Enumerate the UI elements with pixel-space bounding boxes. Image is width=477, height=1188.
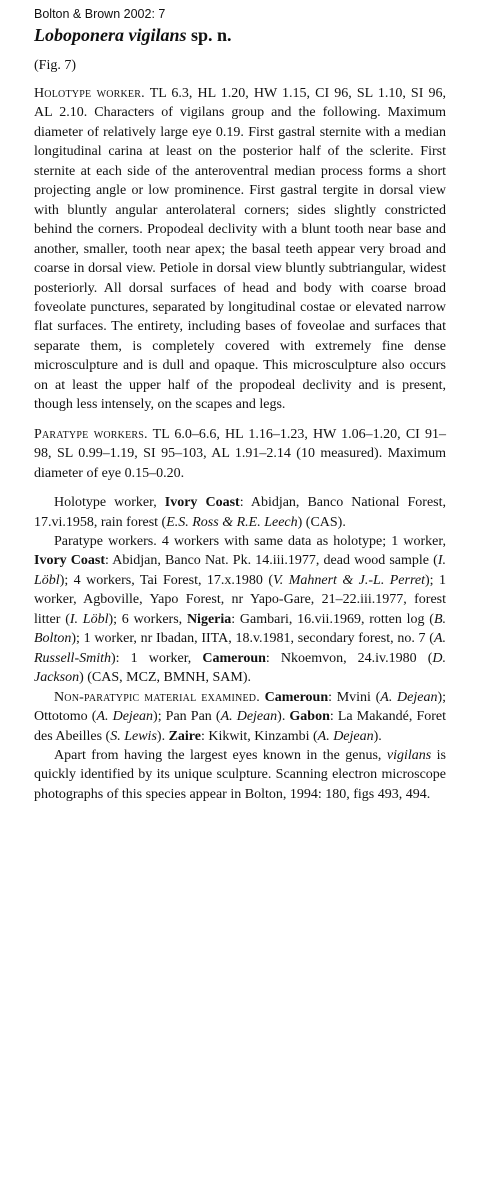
country-name: Zaire (168, 728, 201, 744)
material-text: : Abidjan, Banco Nat. Pk. 14.iii.1977, dead wood sample ( (105, 553, 438, 569)
non-paratypic-label: Non-paratypic material examined. (54, 689, 260, 705)
country-name: Gabon (289, 709, 330, 725)
material-text: ). (156, 728, 169, 744)
material-text: ); 1 worker, nr Ibadan, IITA, 18.v.1981, secondary forest, no. 7 ( (71, 631, 434, 647)
paratype-material (34, 532, 446, 688)
material-text: : Kikwit, Kinzambi ( (200, 728, 318, 744)
holotype-text: TL 6.3, HL 1.20, HW 1.15, CI 96, SL 1.10, SI 96, AL 2.10. Characters of vigilans group and the following. Maximum diameter of relatively large eye 0.19. First gastral sternite with a median longitudinal carina at least on the posterior half of the sclerite. First sternite at each side of the anteroventral median process forms a short projecting angle or low prominence. First gastral tergite in dorsal view with bluntly angular anterolateral corners; sides slightly constricted behind the corners. Propodeal declivity with a blunt tooth near base and another, smaller, tooth near apex; the basal teeth appear very broad and coarse in dorsal view. Petiole in dorsal view bluntly subtriangular, widest posteriorly. All dorsal surfaces of head and body with coarse broad foveolate punctures, separated by longitudinal costae or elevated narrow flat surfaces. The entirety, including bases of foveolae and surfaces that separate them, is completely covered with extremely fine dense microsculpture and is dull and opaque. This microsculpture also occurs on at least the upper half of the propodeal declivity and is present, though less intensely, on the scapes and legs. (34, 86, 446, 413)
collector-name: A. Dejean (220, 709, 278, 725)
material-text: ); Pan Pan ( (153, 709, 221, 725)
material-text: : Gambari, 16.vii.1969, rotten log ( (231, 611, 434, 627)
paratype-text: TL 6.0–6.6, HL 1.16–1.23, HW 1.06–1.20, CI 91–98, SL 0.99–1.19, SI 95–103, AL 1.91–2.14 (10 measured). Maximum diameter of eye 0.15–0.20. (34, 426, 446, 481)
material-text: ); 1 worker, Agboville, Yapo Forest, nr Yapo-Gare, 21–22.iii.1977, forest litter ( (34, 572, 446, 627)
closing-text: is quickly identified by its unique sculpture. Scanning electron microscope photographs of this species appear in Bolton, 1994: 180, figs 493, 494. (34, 747, 446, 802)
material-text: ); Ottotomo ( (34, 689, 447, 725)
collector-name: S. Lewis (110, 728, 157, 744)
collector-name: A. Dejean (380, 689, 438, 705)
holotype-material-lead: Holotype worker, (54, 495, 157, 511)
figure-reference: (Fig. 7) (34, 58, 76, 73)
material-text: Paratype workers. 4 workers with same data as holotype; 1 worker, (54, 533, 446, 549)
holotype-description (34, 84, 446, 415)
species-status: sp. n. (191, 25, 232, 45)
collector-name: I. Löbl (69, 611, 109, 627)
holotype-material-text: : Abidjan, Banco National Forest, 17.vi.1958, rain forest ( (34, 495, 446, 530)
collector-name: A. Russell-Smith (34, 631, 446, 666)
closing-text: Apart from having the largest eyes known in the genus, (54, 747, 387, 763)
country-name: Nigeria (186, 611, 232, 627)
paratype-description (34, 425, 446, 483)
material-text: ): 1 worker, (111, 650, 203, 666)
material-text: ); 4 workers, Tai Forest, 17.x.1980 ( (59, 572, 274, 588)
holotype-label: Holotype worker. (34, 86, 145, 101)
collector-name: E.S. Ross & R.E. Leech (166, 514, 298, 530)
species-name: Loboponera vigilans (34, 25, 187, 45)
species-epithet: vigilans (386, 747, 432, 763)
material-text: : Mvini ( (328, 689, 381, 705)
material-text: ). (373, 728, 382, 744)
country-name: Cameroun (264, 689, 329, 705)
collector-name: I. Löbl (34, 553, 446, 588)
citation-line: Bolton & Brown 2002: 7 (34, 7, 166, 21)
paratype-label: Paratype workers. (34, 426, 148, 442)
country-name: Cameroun (202, 650, 266, 666)
material-text: : Nkoemvon, 24.iv.1980 ( (265, 650, 433, 666)
collector-name: V. Mahnert & J.-L. Perret (273, 572, 425, 588)
collector-name: D. Jackson (34, 650, 447, 686)
holotype-material-tail: ) (CAS). (297, 514, 346, 530)
holotype-material (34, 493, 446, 532)
material-text: : La Makandé, Foret des Abeilles ( (34, 709, 446, 744)
country-name: Ivory Coast (164, 495, 240, 511)
collector-name: B. Bolton (34, 611, 447, 647)
material-text: ); 6 workers, (108, 611, 187, 627)
paper-page (34, 6, 446, 804)
non-paratypic-material (34, 688, 446, 746)
collector-name: A. Dejean (317, 728, 374, 744)
species-title (34, 24, 446, 46)
closing-remarks (34, 746, 446, 804)
country-name: Ivory Coast (34, 553, 106, 569)
material-text: ). (277, 709, 290, 725)
collector-name: A. Dejean (96, 709, 154, 725)
material-text: ) (CAS, MCZ, BMNH, SAM). (79, 670, 252, 686)
